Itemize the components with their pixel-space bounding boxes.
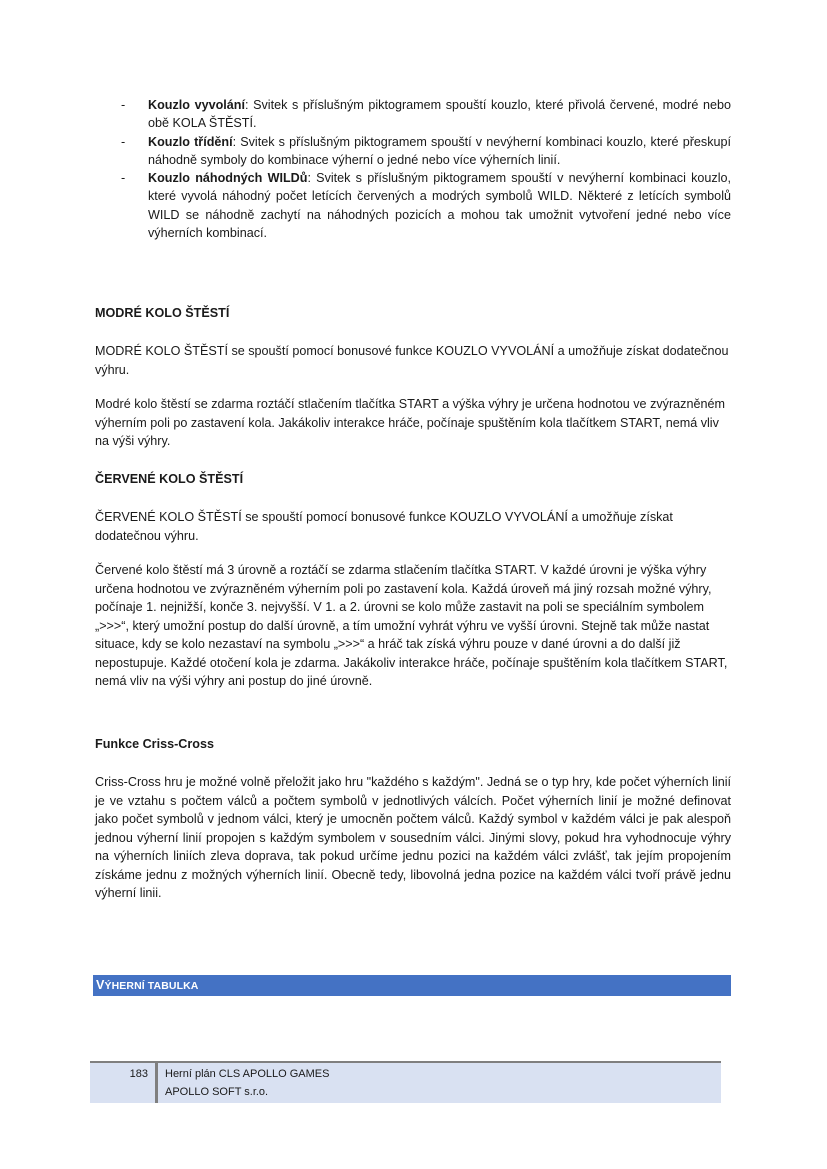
bullet-item-summon-spell — [95, 96, 731, 133]
bullet-item-sort-spell — [95, 133, 731, 170]
page-number: 183 — [129, 1068, 148, 1080]
page-footer — [90, 1061, 721, 1103]
bullet-text: : Svitek s příslušným piktogramem spouští kouzlo, které přivolá červené, modré nebo obě KOLA ŠTĚSTÍ. — [148, 98, 732, 131]
footer-text — [165, 1065, 329, 1101]
section-bar-title: ÝHERNÍ TABULKA — [104, 980, 199, 992]
footer-document-title: Herní plán CLS APOLLO GAMES — [165, 1068, 330, 1080]
red-wheel-paragraph-2: Červené kolo štěstí má 3 úrovně a roztáčí se zdarma stlačením tlačítka START. V každé úrovni je výška výhry určena hodnotou ve zvýrazněném výherním poli po zastavení kola. Každá úroveň má jiný rozsah možné výhry, počínaje 1. nejnižší, konče 3. nejvyšší. V 1. a 2. úrovni se kolo může zastavit na poli se speciálním symbolem „>>>“, který umožní postup do další úrovně, a tím umožní vyhrát výhru ve vyšší úrovni. Stejně tak může nastat situace, kdy se kolo nezastaví na symbolu „>>>“ a hráč tak získá výhru pouze v dané úrovni a do další již nepostupuje. Každé otočení kola je zdarma. Jakákoliv interakce hráče, počínaje spuštěním kola tlačítkem START, nemá vliv na výši výhry ani postup do jiné úrovně. — [95, 563, 728, 688]
red-wheel-paragraph-1: ČERVENÉ KOLO ŠTĚSTÍ se spouští pomocí bonusové funkce KOUZLO VYVOLÁNÍ a umožňuje získat dodatečnou výhru. — [95, 510, 673, 543]
bullet-item-random-wild-spell — [95, 169, 731, 242]
footer-company-name: APOLLO SOFT s.r.o. — [165, 1086, 269, 1098]
section-bar-first-letter: V — [96, 978, 105, 992]
bullet-dash: - — [121, 98, 126, 112]
section-heading-criss-cross: Funkce Criss-Cross — [95, 737, 214, 751]
bullet-dash: - — [121, 171, 126, 186]
criss-cross-paragraph: Criss-Cross hru je možné volně přeložit jako hru "každého s každým". Jedná se o typ hry, kde počet výherních linií je ve vztahu s počtem válců a počtem symbolů v jednotlivých válcích. Počet výherních linií je možné definovat jako počet symbolů v jednom válci, který je umocněn počtem válců. Každý symbol v každém válci je pak alespoň jednou výherní linií propojen s každým symbolem v sousedním válci. Jinými slovy, pokud hra vyhodnocuje výhry na výherních liniích zleva doprava, tak pokud určíme jednu pozici na každém válci zvlášť, tak jejím propojením získáme jednu z možných výherních linií. Obecně tedy, libovolná jedna pozice na každém válci tvoří právě jednu výherní linii. — [95, 775, 731, 900]
bullet-term: Kouzlo náhodných WILDů — [148, 171, 308, 186]
blue-wheel-paragraph-1: MODRÉ KOLO ŠTĚSTÍ se spouští pomocí bonusové funkce KOUZLO VYVOLÁNÍ a umožňuje získat dodatečnou výhru. — [95, 344, 729, 377]
section-heading-blue-wheel: MODRÉ KOLO ŠTĚSTÍ — [95, 306, 230, 320]
bullet-text: : Svitek s příslušným piktogramem spouští v nevýherní kombinaci kouzlo, které přeskupí náhodně symboly do kombinace výherní o jedné nebo více výherních linií. — [148, 134, 731, 167]
bullet-term: Kouzlo vyvolání — [148, 98, 245, 112]
spell-bullet-list — [95, 96, 731, 242]
footer-divider — [155, 1063, 158, 1103]
section-bar-payout-table — [93, 975, 731, 996]
bullet-term: Kouzlo třídění — [148, 134, 233, 149]
blue-wheel-paragraph-2: Modré kolo štěstí se zdarma roztáčí stlačením tlačítka START a výška výhry je určena hodnotou ve zvýrazněném výherním poli po zastavení kola. Jakákoliv interakce hráče, počínaje spuštěním kola tlačítkem START, nemá vliv na výši výhry. — [95, 397, 725, 448]
bullet-text: : Svitek s příslušným piktogramem spouští v nevýherní kombinaci kouzlo, které vyvolá náhodný počet letících červených a modrých symbolů WILD. Některé z letících symbolů WILD se náhodně zachytí na náhodných pozicích a mohou tak umožnit vytvoření jedné nebo více výherních kombinací. — [148, 171, 731, 241]
section-heading-red-wheel: ČERVENÉ KOLO ŠTĚSTÍ — [95, 472, 244, 486]
bullet-dash: - — [121, 134, 126, 149]
